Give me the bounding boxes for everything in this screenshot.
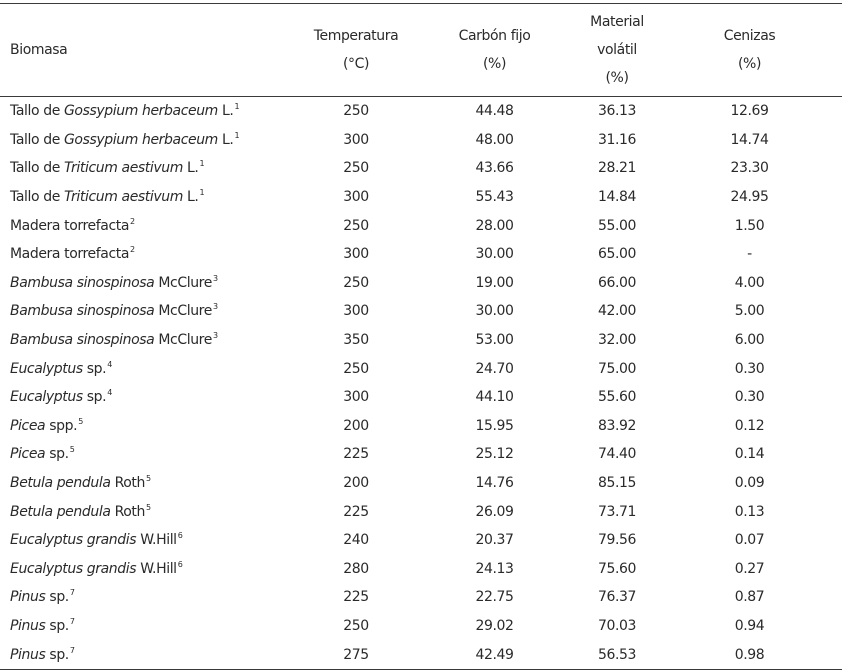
table-row [0, 612, 842, 641]
biomasa-species: Picea [10, 417, 46, 434]
biomasa-reference: 5 [146, 502, 151, 512]
biomasa-prefix: Tallo de [10, 189, 64, 206]
cell-cenizas: 12.69 [730, 103, 769, 120]
biomasa-reference: 1 [199, 188, 205, 198]
table-row [0, 297, 842, 326]
cell-cenizas: 6.00 [734, 332, 765, 349]
header-carbon-fijo [412, 4, 577, 97]
biomasa-species: Eucalyptus grandis [10, 560, 137, 577]
biomasa-prefix: Madera torrefacta [10, 246, 130, 263]
cell-temperatura: 250 [343, 160, 369, 177]
biomasa-reference: 5 [78, 416, 83, 426]
cell-carbon-fijo: 15.95 [475, 417, 514, 434]
cell-material-volatil: 42.00 [597, 303, 637, 320]
header-temperatura [300, 4, 412, 97]
biomasa-species: Betula pendula [10, 475, 111, 492]
cell-material-volatil: 83.92 [597, 417, 637, 434]
cell-cenizas: 0.07 [734, 532, 765, 549]
biomasa-reference: 6 [177, 531, 183, 541]
cell-temperatura: 275 [343, 646, 369, 663]
biomasa-suffix: W.Hill [136, 560, 177, 577]
biomasa-reference: 7 [69, 616, 75, 626]
header-row [0, 4, 842, 97]
biomasa-suffix: sp. [82, 389, 107, 406]
header-temperatura-label: Temperatura [313, 28, 399, 44]
header-cenizas-label: Cenizas [723, 28, 776, 44]
cell-biomasa [0, 469, 300, 498]
cell-temperatura: 225 [343, 503, 369, 520]
cell-cenizas: 0.87 [734, 589, 765, 606]
table-row [0, 383, 842, 412]
cell-carbon-fijo: 25.12 [475, 446, 514, 463]
cell-biomasa [0, 269, 300, 298]
cell-temperatura: 200 [343, 475, 369, 492]
cell-biomasa [0, 383, 300, 412]
cell-biomasa [0, 154, 300, 183]
cell-carbon-fijo: 44.10 [475, 389, 514, 406]
cell-material-volatil: 75.00 [597, 360, 637, 377]
biomasa-suffix: Roth [110, 503, 145, 520]
header-biomasa: Biomasa [10, 42, 68, 58]
biomasa-prefix: Tallo de [10, 131, 64, 148]
cell-material-volatil: 70.03 [597, 617, 637, 634]
cell-cenizas: 14.74 [730, 131, 769, 148]
table-row [0, 583, 842, 612]
cell-material-volatil: 31.16 [597, 131, 637, 148]
biomasa-reference: 2 [130, 216, 135, 226]
cell-carbon-fijo: 28.00 [475, 217, 514, 234]
cell-temperatura: 300 [343, 131, 369, 148]
header-volatil-label-2: volátil [597, 42, 637, 58]
cell-carbon-fijo: 29.02 [475, 617, 514, 634]
biomasa-suffix: sp. [45, 646, 69, 663]
cell-cenizas: 0.30 [734, 360, 765, 377]
biomasa-species: Eucalyptus grandis [10, 532, 137, 549]
biomass-torrefaction-table [0, 3, 842, 670]
biomasa-reference: 1 [199, 159, 205, 169]
table-row [0, 497, 842, 526]
biomasa-reference: 4 [107, 359, 112, 369]
cell-temperatura: 300 [343, 246, 369, 263]
cell-material-volatil: 66.00 [597, 274, 637, 291]
table-row [0, 211, 842, 240]
cell-temperatura: 280 [343, 560, 369, 577]
cell-carbon-fijo: 24.13 [475, 560, 514, 577]
cell-cenizas: - [747, 246, 752, 263]
header-volatil-unit: (%) [605, 70, 629, 86]
cell-temperatura: 250 [343, 103, 369, 120]
header-material-volatil [577, 4, 657, 97]
table-row [0, 526, 842, 555]
biomasa-reference: 7 [69, 588, 75, 598]
biomasa-species: Gossypium herbaceum [63, 103, 218, 120]
cell-material-volatil: 32.00 [597, 332, 637, 349]
cell-carbon-fijo: 24.70 [475, 360, 514, 377]
biomasa-reference: 5 [69, 445, 75, 455]
biomasa-reference: 3 [212, 331, 218, 341]
header-volatil-label-1: Material [590, 14, 644, 30]
cell-cenizas: 0.94 [734, 617, 765, 634]
table-row [0, 326, 842, 355]
cell-material-volatil: 65.00 [597, 246, 637, 263]
biomasa-species: Betula pendula [10, 503, 111, 520]
cell-carbon-fijo: 43.66 [475, 160, 514, 177]
biomasa-reference: 4 [107, 388, 112, 398]
cell-carbon-fijo: 30.00 [475, 246, 514, 263]
cell-cenizas: 0.12 [734, 417, 765, 434]
biomasa-reference: 3 [212, 273, 218, 283]
biomasa-prefix: Madera torrefacta [10, 217, 130, 234]
table-header [0, 4, 842, 97]
cell-cenizas: 23.30 [730, 160, 769, 177]
table-row [0, 440, 842, 469]
cell-carbon-fijo: 14.76 [475, 475, 514, 492]
cell-biomasa [0, 440, 300, 469]
cell-temperatura: 300 [343, 303, 369, 320]
biomasa-suffix: McClure [154, 274, 212, 291]
table-row [0, 469, 842, 498]
biomasa-suffix: McClure [154, 303, 212, 320]
biomasa-species: Gossypium herbaceum [63, 131, 218, 148]
biomasa-species: Picea [10, 446, 46, 463]
biomasa-prefix: Tallo de [10, 103, 64, 120]
cell-temperatura: 200 [343, 417, 369, 434]
biomasa-suffix: L. [217, 131, 234, 148]
cell-carbon-fijo: 30.00 [475, 303, 514, 320]
biomasa-species: Bambusa sinospinosa [10, 303, 155, 320]
biomasa-suffix: sp. [45, 617, 69, 634]
biomasa-suffix: McClure [154, 332, 212, 349]
biomasa-reference: 1 [234, 130, 240, 140]
cell-material-volatil: 74.40 [597, 446, 637, 463]
cell-biomasa [0, 526, 300, 555]
cell-cenizas: 24.95 [730, 189, 769, 206]
cell-cenizas: 4.00 [734, 274, 765, 291]
cell-temperatura: 225 [343, 446, 369, 463]
biomasa-suffix: sp. [82, 360, 107, 377]
header-cenizas [657, 4, 842, 97]
cell-material-volatil: 55.00 [597, 217, 637, 234]
biomasa-suffix: spp. [45, 417, 78, 434]
table-row [0, 354, 842, 383]
cell-biomasa [0, 326, 300, 355]
biomasa-reference: 6 [177, 559, 183, 569]
biomasa-suffix: L. [217, 103, 234, 120]
cell-cenizas: 1.50 [734, 217, 765, 234]
cell-carbon-fijo: 19.00 [475, 274, 514, 291]
biomasa-species: Eucalyptus [10, 360, 83, 377]
biomasa-reference: 5 [146, 474, 151, 484]
biomasa-suffix: L. [182, 160, 199, 177]
cell-material-volatil: 14.84 [597, 189, 637, 206]
header-temperatura-unit: (°C) [342, 56, 370, 72]
cell-biomasa [0, 297, 300, 326]
biomasa-reference: 1 [234, 102, 240, 112]
table-row [0, 126, 842, 155]
header-cenizas-unit: (%) [737, 56, 762, 72]
cell-temperatura: 300 [343, 389, 369, 406]
cell-carbon-fijo: 20.37 [475, 532, 514, 549]
table-row [0, 269, 842, 298]
cell-biomasa [0, 612, 300, 641]
table-row [0, 555, 842, 584]
cell-cenizas: 0.30 [734, 389, 765, 406]
table-row [0, 412, 842, 441]
biomasa-species: Bambusa sinospinosa [10, 274, 155, 291]
cell-carbon-fijo: 55.43 [475, 189, 514, 206]
cell-material-volatil: 56.53 [597, 646, 637, 663]
cell-cenizas: 5.00 [734, 303, 765, 320]
cell-material-volatil: 76.37 [597, 589, 637, 606]
cell-biomasa [0, 497, 300, 526]
table-row [0, 240, 842, 269]
biomasa-species: Eucalyptus [10, 389, 83, 406]
cell-biomasa [0, 183, 300, 212]
cell-temperatura: 250 [343, 274, 369, 291]
cell-carbon-fijo: 53.00 [475, 332, 514, 349]
biomasa-species: Bambusa sinospinosa [10, 332, 155, 349]
cell-biomasa [0, 97, 300, 126]
cell-material-volatil: 55.60 [597, 389, 637, 406]
cell-carbon-fijo: 26.09 [475, 503, 514, 520]
cell-carbon-fijo: 42.49 [475, 646, 514, 663]
cell-temperatura: 250 [343, 617, 369, 634]
biomasa-species: Triticum aestivum [63, 189, 183, 206]
cell-biomasa [0, 412, 300, 441]
cell-cenizas: 0.09 [734, 475, 765, 492]
cell-cenizas: 0.98 [734, 646, 765, 663]
biomasa-reference: 3 [212, 302, 218, 312]
cell-material-volatil: 79.56 [597, 532, 637, 549]
cell-biomasa [0, 211, 300, 240]
cell-biomasa [0, 354, 300, 383]
cell-carbon-fijo: 44.48 [475, 103, 514, 120]
cell-cenizas: 0.13 [734, 503, 765, 520]
biomasa-species: Pinus [10, 617, 46, 634]
table-row [0, 154, 842, 183]
cell-temperatura: 250 [343, 360, 369, 377]
biomasa-suffix: W.Hill [136, 532, 177, 549]
cell-temperatura: 350 [343, 332, 369, 349]
biomasa-prefix: Tallo de [10, 160, 64, 177]
cell-temperatura: 225 [343, 589, 369, 606]
cell-material-volatil: 28.21 [597, 160, 637, 177]
cell-cenizas: 0.27 [734, 560, 765, 577]
cell-temperatura: 250 [343, 217, 369, 234]
table-row [0, 183, 842, 212]
cell-carbon-fijo: 48.00 [475, 131, 514, 148]
cell-material-volatil: 73.71 [597, 503, 637, 520]
cell-biomasa [0, 555, 300, 584]
biomasa-suffix: Roth [110, 475, 145, 492]
cell-material-volatil: 36.13 [597, 103, 637, 120]
table-row [0, 640, 842, 669]
biomasa-species: Pinus [10, 589, 46, 606]
biomasa-suffix: sp. [45, 446, 69, 463]
biomasa-species: Triticum aestivum [63, 160, 183, 177]
cell-biomasa [0, 640, 300, 669]
header-carbon-unit: (%) [482, 56, 507, 72]
biomasa-reference: 2 [130, 245, 135, 255]
cell-biomasa [0, 583, 300, 612]
cell-carbon-fijo: 22.75 [475, 589, 514, 606]
biomasa-suffix: L. [182, 189, 199, 206]
cell-biomasa [0, 240, 300, 269]
biomasa-suffix: sp. [45, 589, 69, 606]
biomasa-reference: 7 [69, 645, 75, 655]
cell-biomasa [0, 126, 300, 155]
biomasa-species: Pinus [10, 646, 46, 663]
cell-material-volatil: 85.15 [597, 475, 637, 492]
cell-material-volatil: 75.60 [597, 560, 637, 577]
header-carbon-label: Carbón fijo [458, 28, 531, 44]
cell-cenizas: 0.14 [734, 446, 765, 463]
cell-temperatura: 240 [343, 532, 369, 549]
cell-temperatura: 300 [343, 189, 369, 206]
table-row [0, 97, 842, 126]
table-body [0, 97, 842, 670]
